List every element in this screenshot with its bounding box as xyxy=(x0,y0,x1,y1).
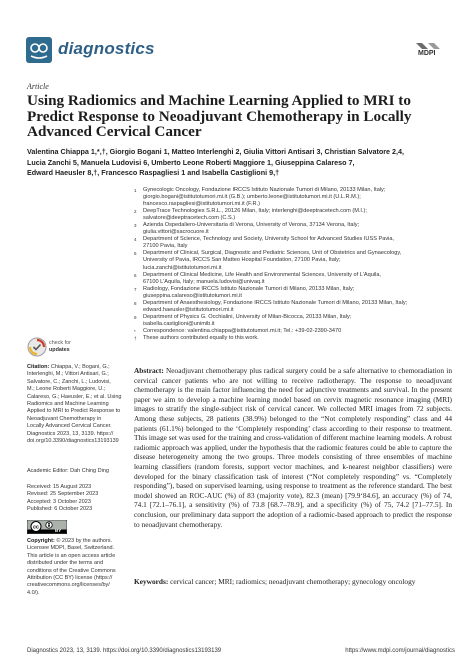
citation-line: Radiomics and Machine Learning xyxy=(27,401,109,408)
affiliation-item xyxy=(134,300,454,314)
affiliation-number: † xyxy=(134,335,137,341)
date-row xyxy=(27,506,127,513)
citation-line: Calareso, G.; Haeusler, E.; et al. Using xyxy=(27,393,122,400)
footer-citation-link[interactable]: Diagnostics 2023, 13, 3139. https://doi.org/10.3390/diagnostics13193139 xyxy=(27,648,222,654)
affiliation-line: giuseppina.calareso@istitutotumori.mi.it xyxy=(143,292,242,299)
author-list xyxy=(27,147,452,179)
check-updates-icon xyxy=(27,337,47,357)
citation-label: Citation: xyxy=(27,364,50,370)
date-value: 3 October 2023 xyxy=(53,498,91,505)
affiliation-line: Gynecologic Oncology, Fondazione IRCCS Istituto Nazionale Tumori di Milano, 20133 Milan, Italy; xyxy=(143,187,386,193)
affiliation-item xyxy=(134,222,454,236)
affiliation-line: Department of Science, Technology and Society, University School for Advanced Studies IUSS Pavia, xyxy=(143,236,395,243)
affiliation-line: giulia.vittori@sacrocuore.it xyxy=(143,229,209,236)
affiliation-item xyxy=(134,187,454,208)
author-line: Lucia Zanchi 5, Manuela Ludovisi 6, Umberto Leone Roberti Maggiore 1, Giuseppina Calareso 7, xyxy=(27,157,355,167)
publisher-name: MDPI xyxy=(418,50,436,57)
date-value: 25 September 2023 xyxy=(49,491,99,498)
affiliation-list xyxy=(134,187,454,342)
academic-editor xyxy=(27,468,127,475)
check-updates-text xyxy=(49,340,71,353)
keywords-label: Keywords: xyxy=(134,577,169,586)
keywords-text: cervical cancer; MRI; radiomics; neoadjuvant chemotherapy; gynecology oncology xyxy=(170,577,416,586)
date-label: Revised: xyxy=(27,491,49,498)
affiliation-number: 1 xyxy=(134,188,137,193)
affiliation-line: isabella.castiglioni@unimib.it xyxy=(143,320,215,327)
affiliation-line: University of Pavia, IRCCS San Matteo Hospital Foundation, 27100 Pavia, Italy; xyxy=(143,257,341,264)
copyright-line: This article is an open access article xyxy=(27,552,116,559)
article-type: Article xyxy=(27,82,49,91)
affiliation-line: giorgio.bogani@istitutotumori.mi.it (G.B.); umberto.leone@istitutotumori.mi.it (U.L.R.M.); xyxy=(143,194,361,201)
editor-name: Dah Ching Ding xyxy=(70,468,109,474)
affiliation-line: 67100 L'Aquila, Italy; manuela.ludovisi@univaq.it xyxy=(143,278,265,285)
copyright-line: distributed under the terms and xyxy=(27,560,104,567)
affiliation-number: 3 xyxy=(134,223,137,229)
date-label: Accepted: xyxy=(27,498,52,505)
svg-text:cc: cc xyxy=(33,524,39,531)
affiliation-number: 4 xyxy=(134,237,137,243)
date-label: Received: xyxy=(27,484,52,490)
affiliation-item xyxy=(134,328,454,335)
affiliation-item xyxy=(134,272,454,286)
journal-name[interactable]: diagnostics xyxy=(58,39,155,58)
affiliation-line: edward.haeusler@istitutotumori.mi.it xyxy=(143,306,234,313)
affiliation-line: Department of Physics G. Occhialini, University of Milan-Bicocca, 20133 Milan, Italy; xyxy=(143,313,352,320)
affiliation-number: 6 xyxy=(134,272,137,278)
copyright-line: creativecommons.org/licenses/by/ xyxy=(27,582,110,589)
affiliation-line: These authors contributed equally to this work. xyxy=(143,334,259,341)
affiliation-item xyxy=(134,335,454,342)
date-row xyxy=(27,491,127,498)
affiliation-line: Department of Clinical Medicine, Life Health and Environmental Sciences, University of L'Aquila, xyxy=(143,271,381,278)
abstract-label: Abstract: xyxy=(134,366,164,375)
date-row xyxy=(27,499,127,506)
affiliation-line: 27100 Pavia, Italy xyxy=(143,243,188,250)
affiliation-item xyxy=(134,286,454,300)
date-value: 6 October 2023 xyxy=(54,506,93,513)
author-line: Edward Haeusler 8,†, Francesco Raspagliesi 1 and Isabella Castiglioni 9,† xyxy=(27,168,280,177)
citation-line: Neoadjuvant Chemotherapy in xyxy=(27,415,102,422)
author-line: Valentina Chiappa 1,*,†, Giorgio Bogani 1, Matteo Interlenghi 2, Giulia Vittori Antisari 3, Christian Salvatore 2,4, xyxy=(27,147,405,156)
citation-block xyxy=(27,364,127,445)
article-title: Using Radiomics and Machine Learning Applied to MRI to Predict Response to Neoadjuvant Chemotherapy in Locally Advanced Cervical Cancer xyxy=(27,92,412,140)
affiliation-number: 7 xyxy=(134,286,137,292)
affiliation-number: 5 xyxy=(134,251,137,257)
affiliation-line: lucia.zanchi@istitutotumori.mi.it xyxy=(143,264,222,271)
dates-block xyxy=(27,484,127,514)
affiliation-number: 8 xyxy=(134,300,137,306)
citation-line: M.; Leone Roberti Maggiore, U.; xyxy=(27,386,106,393)
affiliation-item xyxy=(134,208,454,222)
date-value: 15 August 2023 xyxy=(53,484,92,490)
mdpi-logo[interactable] xyxy=(414,40,448,60)
affiliation-line: salvatore@deeptracetech.com (C.S.) xyxy=(143,215,236,222)
affiliation-item xyxy=(134,250,454,271)
copyright-line: Attribution (CC BY) license (https:// xyxy=(27,575,113,582)
abstract xyxy=(134,366,452,529)
abstract-text: Neoadjuvant chemotherapy plus radical surgery could be a safe alternative to chemoradiation in cervical cancer patients who are not willing to receive radiotherapy. The response to neoadjuvant chemotherapy is the main factor influencing the need for adjunctive treatments and survival. In the present paper we aim to develop a machine learning model based on cervix magnetic resonance imaging (MRI) images to stratify the single-subject risk of cervical cancer. We collected MRI images from 72 subjects. Among these subjects, 28 patients (38.9%) belonged to the “Not completely responding” class and 44 patients (61.1%) belonged to the ‘Completely responding’ class according to their response to treatment. This image set was used for the training and cross-validation of different machine learning models. A robust radiomic approach was applied, under the hypothesis that the radiomic features could be able to capture the disease heterogeneity among the two groups. Three models consisting of three ensembles of machine learning classifiers (random forests, support vector machines, and k-nearest neighbor classifiers) were developed for the binary classification task of interest (“Not completely responding” vs. “Completely responding”), based on supervised learning, using response to treatment as the reference standard. The best model showed an ROC-AUC (%) of 83 (majority vote), 82.3 (mean) [79.9‘84.6], an accuracy (%) of 74, 74.1 [72.1–76.1], a sensitivity (%) of 73.8 [68.7–78.9], and a specificity (%) of 75, 74.2 [71–77.5]. In conclusion, our preliminary data support the adoption of a radiomic-based approach to predict the response to neoadjuvant chemotherapy. xyxy=(134,366,452,529)
date-label: Published: xyxy=(27,506,53,513)
affiliation-number: * xyxy=(134,328,136,334)
date-row xyxy=(27,484,127,491)
journal-logo-icon xyxy=(26,37,52,63)
affiliation-line: DeepTrace Technologies S.R.L., 20126 Milan, Italy; interlenghi@deeptracetech.com (M.I.); xyxy=(143,208,367,215)
citation-line: Chiappa, V.; Bogani, G.; xyxy=(50,364,110,370)
cc-by-license-badge[interactable] xyxy=(27,520,67,534)
citation-line: Applied to MRI to Predict Response to xyxy=(27,408,121,415)
check-for-updates-button[interactable] xyxy=(27,337,87,359)
copyright-label: Copyright: xyxy=(27,538,55,544)
affiliation-item xyxy=(134,314,454,328)
footer-journal-link[interactable]: https://www.mdpi.com/journal/diagnostics xyxy=(345,648,455,654)
copyright-block xyxy=(27,538,127,597)
affiliation-line: Department of Anaesthesiology, Fondazione IRCCS Istituto Nazionale Tumori di Milano, 20133 Milan, Italy; xyxy=(143,299,408,306)
copyright-line: © 2023 by the authors. xyxy=(56,538,113,544)
editor-label: Academic Editor: xyxy=(27,468,69,474)
affiliation-line: Azienda Ospedaliero-Universitaria di Verona, University of Verona, 37134 Verona, Italy; xyxy=(143,222,360,229)
affiliation-line: Department of Clinical, Surgical, Diagnostic and Pediatric Sciences, Unit of Obstetrics and Gynaecology, xyxy=(143,250,402,257)
affiliation-line: Radiology, Fondazione IRCCS Istituto Nazionale Tumori di Milano, 20133 Milan, Italy; xyxy=(143,285,355,292)
citation-line: doi.org/10.3390/diagnostics13193139 xyxy=(27,438,119,445)
citation-line: Diagnostics 2023, 13, 3139. https:// xyxy=(27,430,114,437)
citation-line: Locally Advanced Cervical Cancer. xyxy=(27,423,112,430)
check-updates-top: check for xyxy=(49,340,71,346)
citation-line: Salvatore, C.; Zanchi, L.; Ludovisi, xyxy=(27,378,111,385)
copyright-line: Licensee MDPI, Basel, Switzerland. xyxy=(27,545,115,552)
affiliation-line: Correspondence: valentina.chiappa@istitutotumori.mi.it; Tel.: +39-02-2390-3470 xyxy=(143,327,342,334)
affiliation-line: francesco.raspagliesi@istitutotumori.mi.it (F.R.) xyxy=(143,201,260,208)
affiliation-number: 9 xyxy=(134,314,137,320)
affiliation-item xyxy=(134,236,454,250)
copyright-line: 4.0/). xyxy=(27,589,40,596)
keywords xyxy=(134,577,452,587)
check-updates-bottom: updates xyxy=(49,346,70,353)
copyright-line: conditions of the Creative Commons xyxy=(27,567,116,574)
citation-line: Interlenghi, M.; Vittori Antisari, G.; xyxy=(27,371,109,378)
affiliation-number: 2 xyxy=(134,209,137,215)
cc-label: BY xyxy=(55,528,62,534)
